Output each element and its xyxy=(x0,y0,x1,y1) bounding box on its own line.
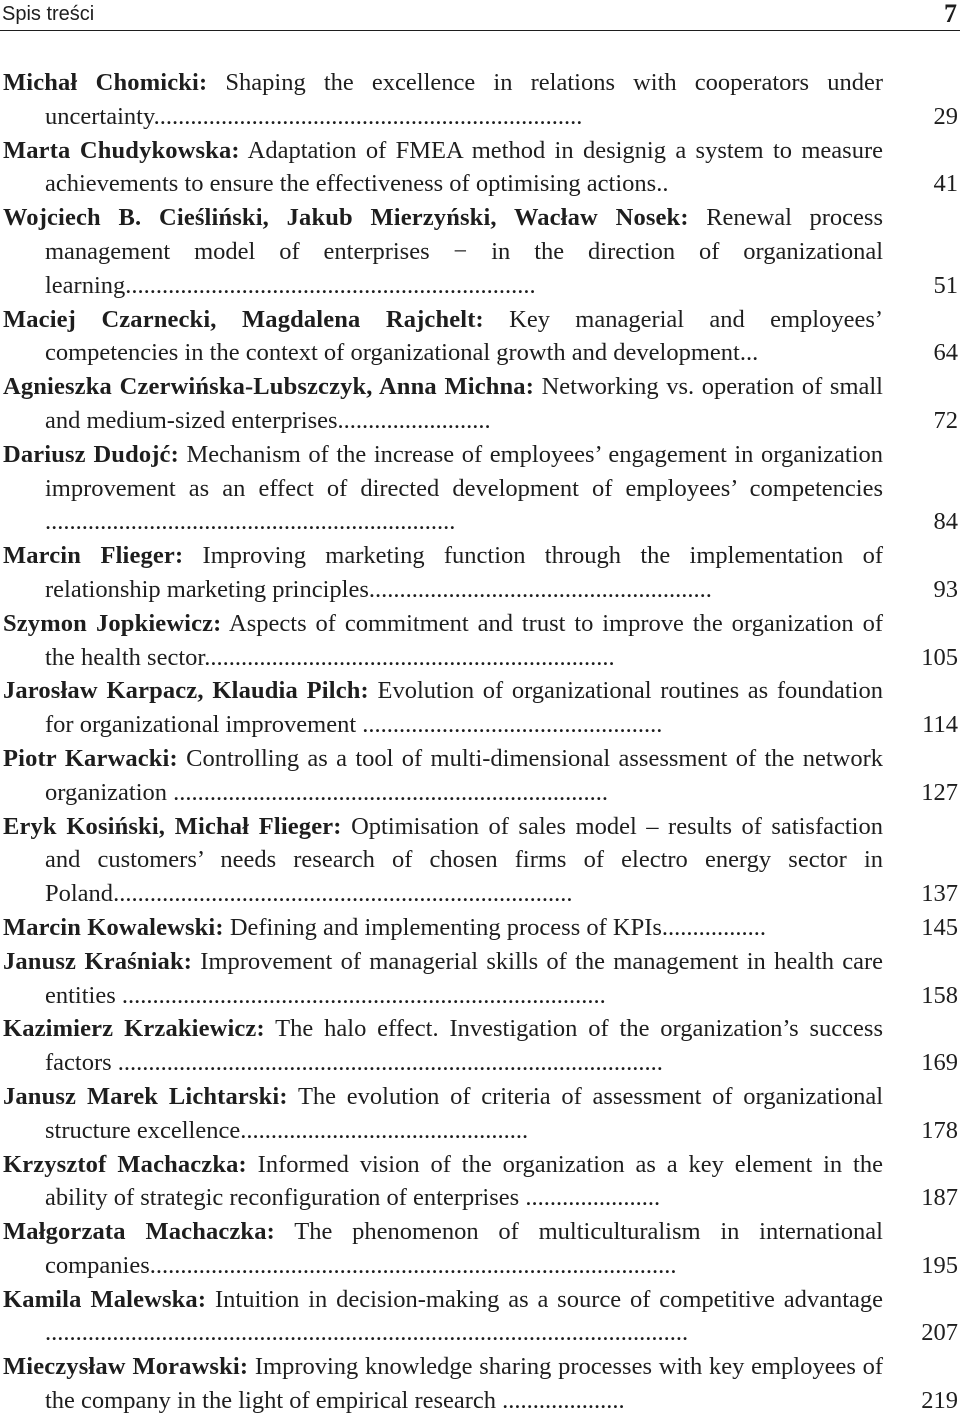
toc-dot-leader: ......................................................................................................... xyxy=(45,1319,689,1347)
toc-dot-leader: ...................................................................... xyxy=(153,102,583,130)
toc-entry-text xyxy=(3,66,883,134)
toc-page-number: 195 xyxy=(921,1251,958,1279)
toc-author: Janusz Marek Lichtarski: xyxy=(3,1082,288,1110)
toc-page-number: 219 xyxy=(921,1387,958,1415)
toc-author: Kazimierz Krzakiewicz: xyxy=(3,1015,265,1043)
toc-author: Szymon Jopkiewicz: xyxy=(3,609,222,637)
toc-page-number: 127 xyxy=(921,778,958,806)
toc-entry[interactable] xyxy=(3,1283,958,1351)
toc-entry[interactable] xyxy=(3,370,958,438)
toc-entry-text xyxy=(3,1012,883,1080)
toc-entry-text xyxy=(3,1215,883,1283)
toc-dot-leader: .................... xyxy=(496,1387,625,1415)
toc-entry-text xyxy=(3,911,883,945)
toc-author: Dariusz Dudojć: xyxy=(3,440,179,468)
toc-entry-text xyxy=(3,1148,883,1216)
toc-entry[interactable] xyxy=(3,303,958,371)
toc-author: Janusz Kraśniak: xyxy=(3,947,193,975)
toc-entry-text xyxy=(3,945,883,1013)
toc-author: Eryk Kosiński, Michał Flieger: xyxy=(3,812,342,840)
toc-title: Adaptation of FMEA method in designig a system to measure achievements to ensure the effectiveness of optimising actions xyxy=(45,136,883,198)
toc-dot-leader: ....................................................................... xyxy=(167,778,609,806)
toc-title: Renewal process management model of enterprises − in the direction of organizational learning xyxy=(45,204,883,299)
toc-title: Informed vision of the organization as a key element in the ability of strategic reconfiguration of enterprises xyxy=(45,1150,883,1212)
toc-dot-leader: ............................................... xyxy=(240,1116,529,1144)
toc-page-number: 145 xyxy=(921,913,958,941)
toc-author: Piotr Karwacki: xyxy=(3,744,178,772)
toc-title: Improving marketing function through the implementation of relationship marketing principles xyxy=(45,542,883,603)
toc-entry-text xyxy=(3,303,883,371)
toc-page-number: 105 xyxy=(921,643,958,671)
toc-page-number: 41 xyxy=(933,170,958,198)
toc-entry-text xyxy=(3,1080,883,1148)
toc-dot-leader: ............................................................................... xyxy=(115,981,606,1009)
toc-title: Networking vs. operation of small and medium-sized enterprises xyxy=(45,373,883,434)
toc-page-number: 158 xyxy=(921,981,958,1009)
toc-entry-text xyxy=(3,607,883,675)
toc-title: Mechanism of the increase of employees’ engagement in organization improvement as an effect of directed development of employees’ competencies xyxy=(45,440,884,502)
toc-entry-text xyxy=(3,1283,883,1351)
toc-title: Intuition in decision-making as a source of competitive advantage xyxy=(206,1285,883,1313)
toc-entry[interactable] xyxy=(3,810,958,911)
toc-entry-text xyxy=(3,674,883,742)
toc-entry-text xyxy=(3,370,883,438)
toc-entry[interactable] xyxy=(3,66,958,134)
toc-entry-text xyxy=(3,742,883,810)
toc-entry[interactable] xyxy=(3,1215,958,1283)
toc-title: Aspects of commitment and trust to improve the organization of the health sector xyxy=(45,609,883,671)
toc-page-number: 114 xyxy=(922,711,958,739)
toc-page-number: 207 xyxy=(921,1319,958,1347)
toc-entry[interactable] xyxy=(3,201,958,302)
toc-dot-leader: ................................................................... xyxy=(125,271,536,299)
section-title: Spis treści xyxy=(2,3,95,25)
toc-dot-leader: ......................... xyxy=(337,406,491,434)
toc-entry[interactable] xyxy=(3,742,958,810)
toc-entry[interactable] xyxy=(3,134,958,202)
toc-entry[interactable] xyxy=(3,539,958,607)
table-of-contents xyxy=(3,66,958,1418)
toc-entry[interactable] xyxy=(3,1350,958,1418)
toc-entry[interactable] xyxy=(3,674,958,742)
toc-entry[interactable] xyxy=(3,1012,958,1080)
toc-page-number: 84 xyxy=(933,508,958,536)
toc-page-number: 178 xyxy=(921,1116,958,1144)
toc-entry[interactable] xyxy=(3,1080,958,1148)
page-header xyxy=(0,0,960,30)
toc-title: The phenomenon of multiculturalism in international companies xyxy=(45,1218,883,1279)
toc-entry[interactable] xyxy=(3,945,958,1013)
toc-dot-leader: ......................................................................................... xyxy=(111,1049,663,1077)
toc-dot-leader: ...................... xyxy=(519,1184,661,1212)
toc-entry[interactable] xyxy=(3,438,958,539)
toc-author: Wojciech B. Cieśliński, Jakub Mierzyński, Wacław Nosek: xyxy=(3,204,689,232)
toc-title: Evolution of organizational routines as foundation for organizational improvement xyxy=(45,677,883,739)
toc-entry-text xyxy=(3,438,883,539)
toc-page-number: 64 xyxy=(933,339,958,367)
toc-dot-leader: ........................................................ xyxy=(368,575,712,603)
toc-entry[interactable] xyxy=(3,607,958,675)
toc-entry-text xyxy=(3,810,883,911)
toc-author: Marcin Kowalewski: xyxy=(3,913,224,941)
toc-title: Optimisation of sales model – results of satisfaction and customers’ needs research of chosen firms of electro energy sector in Poland xyxy=(45,812,883,908)
toc-title: Improving knowledge sharing processes with key employees of the company in the light of empirical research xyxy=(45,1353,883,1415)
toc-entry-text xyxy=(3,134,883,202)
toc-page-number: 93 xyxy=(933,575,958,603)
toc-dot-leader: ........................................................................... xyxy=(113,880,573,908)
toc-author: Kamila Malewska: xyxy=(3,1285,207,1313)
toc-dot-leader: ...................................................................................... xyxy=(149,1251,677,1279)
toc-dot-leader: ................................................................... xyxy=(204,643,615,671)
toc-dot-leader: ... xyxy=(739,339,759,367)
toc-author: Agnieszka Czerwińska-Lubszczyk, Anna Michna: xyxy=(3,373,535,401)
toc-page-number: 72 xyxy=(933,406,958,434)
toc-title: Improvement of managerial skills of the management in health care entities xyxy=(45,947,883,1009)
toc-dot-leader: .. xyxy=(656,170,669,198)
toc-entry-text xyxy=(3,539,883,607)
toc-author: Mieczysław Morawski: xyxy=(3,1353,249,1381)
toc-title: The evolution of criteria of assessment of organizational structure excellence xyxy=(45,1082,883,1144)
toc-author: Marta Chudykowska: xyxy=(3,136,240,164)
toc-title: Shaping the excellence in relations with cooperators under uncertainty xyxy=(45,69,884,130)
toc-author: Michał Chomicki: xyxy=(3,69,208,96)
toc-author: Małgorzata Machaczka: xyxy=(3,1218,275,1246)
page-number: 7 xyxy=(944,0,957,28)
toc-author: Marcin Flieger: xyxy=(3,542,184,570)
toc-author: Maciej Czarnecki, Magdalena Rajchelt: xyxy=(3,305,484,333)
toc-entry-text xyxy=(3,201,883,302)
toc-dot-leader: ................................................................... xyxy=(45,508,456,536)
toc-page-number: 187 xyxy=(921,1184,958,1212)
toc-title: Controlling as a tool of multi-dimensional assessment of the network organization xyxy=(45,744,883,806)
header-divider xyxy=(0,30,960,31)
toc-dot-leader: ................. xyxy=(661,913,767,941)
toc-page-number: 137 xyxy=(921,880,958,908)
toc-title: The halo effect. Investigation of the organization’s success factors xyxy=(45,1015,883,1077)
toc-page-number: 169 xyxy=(921,1049,958,1077)
toc-title: Defining and implementing process of KPIs xyxy=(223,913,662,941)
toc-author: Jarosław Karpacz, Klaudia Pilch: xyxy=(3,677,369,705)
toc-entry-text xyxy=(3,1350,883,1418)
toc-page-number: 51 xyxy=(933,271,958,299)
toc-title: Key managerial and employees’ competencies in the context of organizational growth and development xyxy=(45,305,884,367)
toc-dot-leader: ................................................. xyxy=(356,711,663,739)
toc-entry[interactable] xyxy=(3,911,958,945)
toc-entry[interactable] xyxy=(3,1148,958,1216)
toc-page-number: 29 xyxy=(933,102,958,130)
toc-author: Krzysztof Machaczka: xyxy=(3,1150,247,1178)
